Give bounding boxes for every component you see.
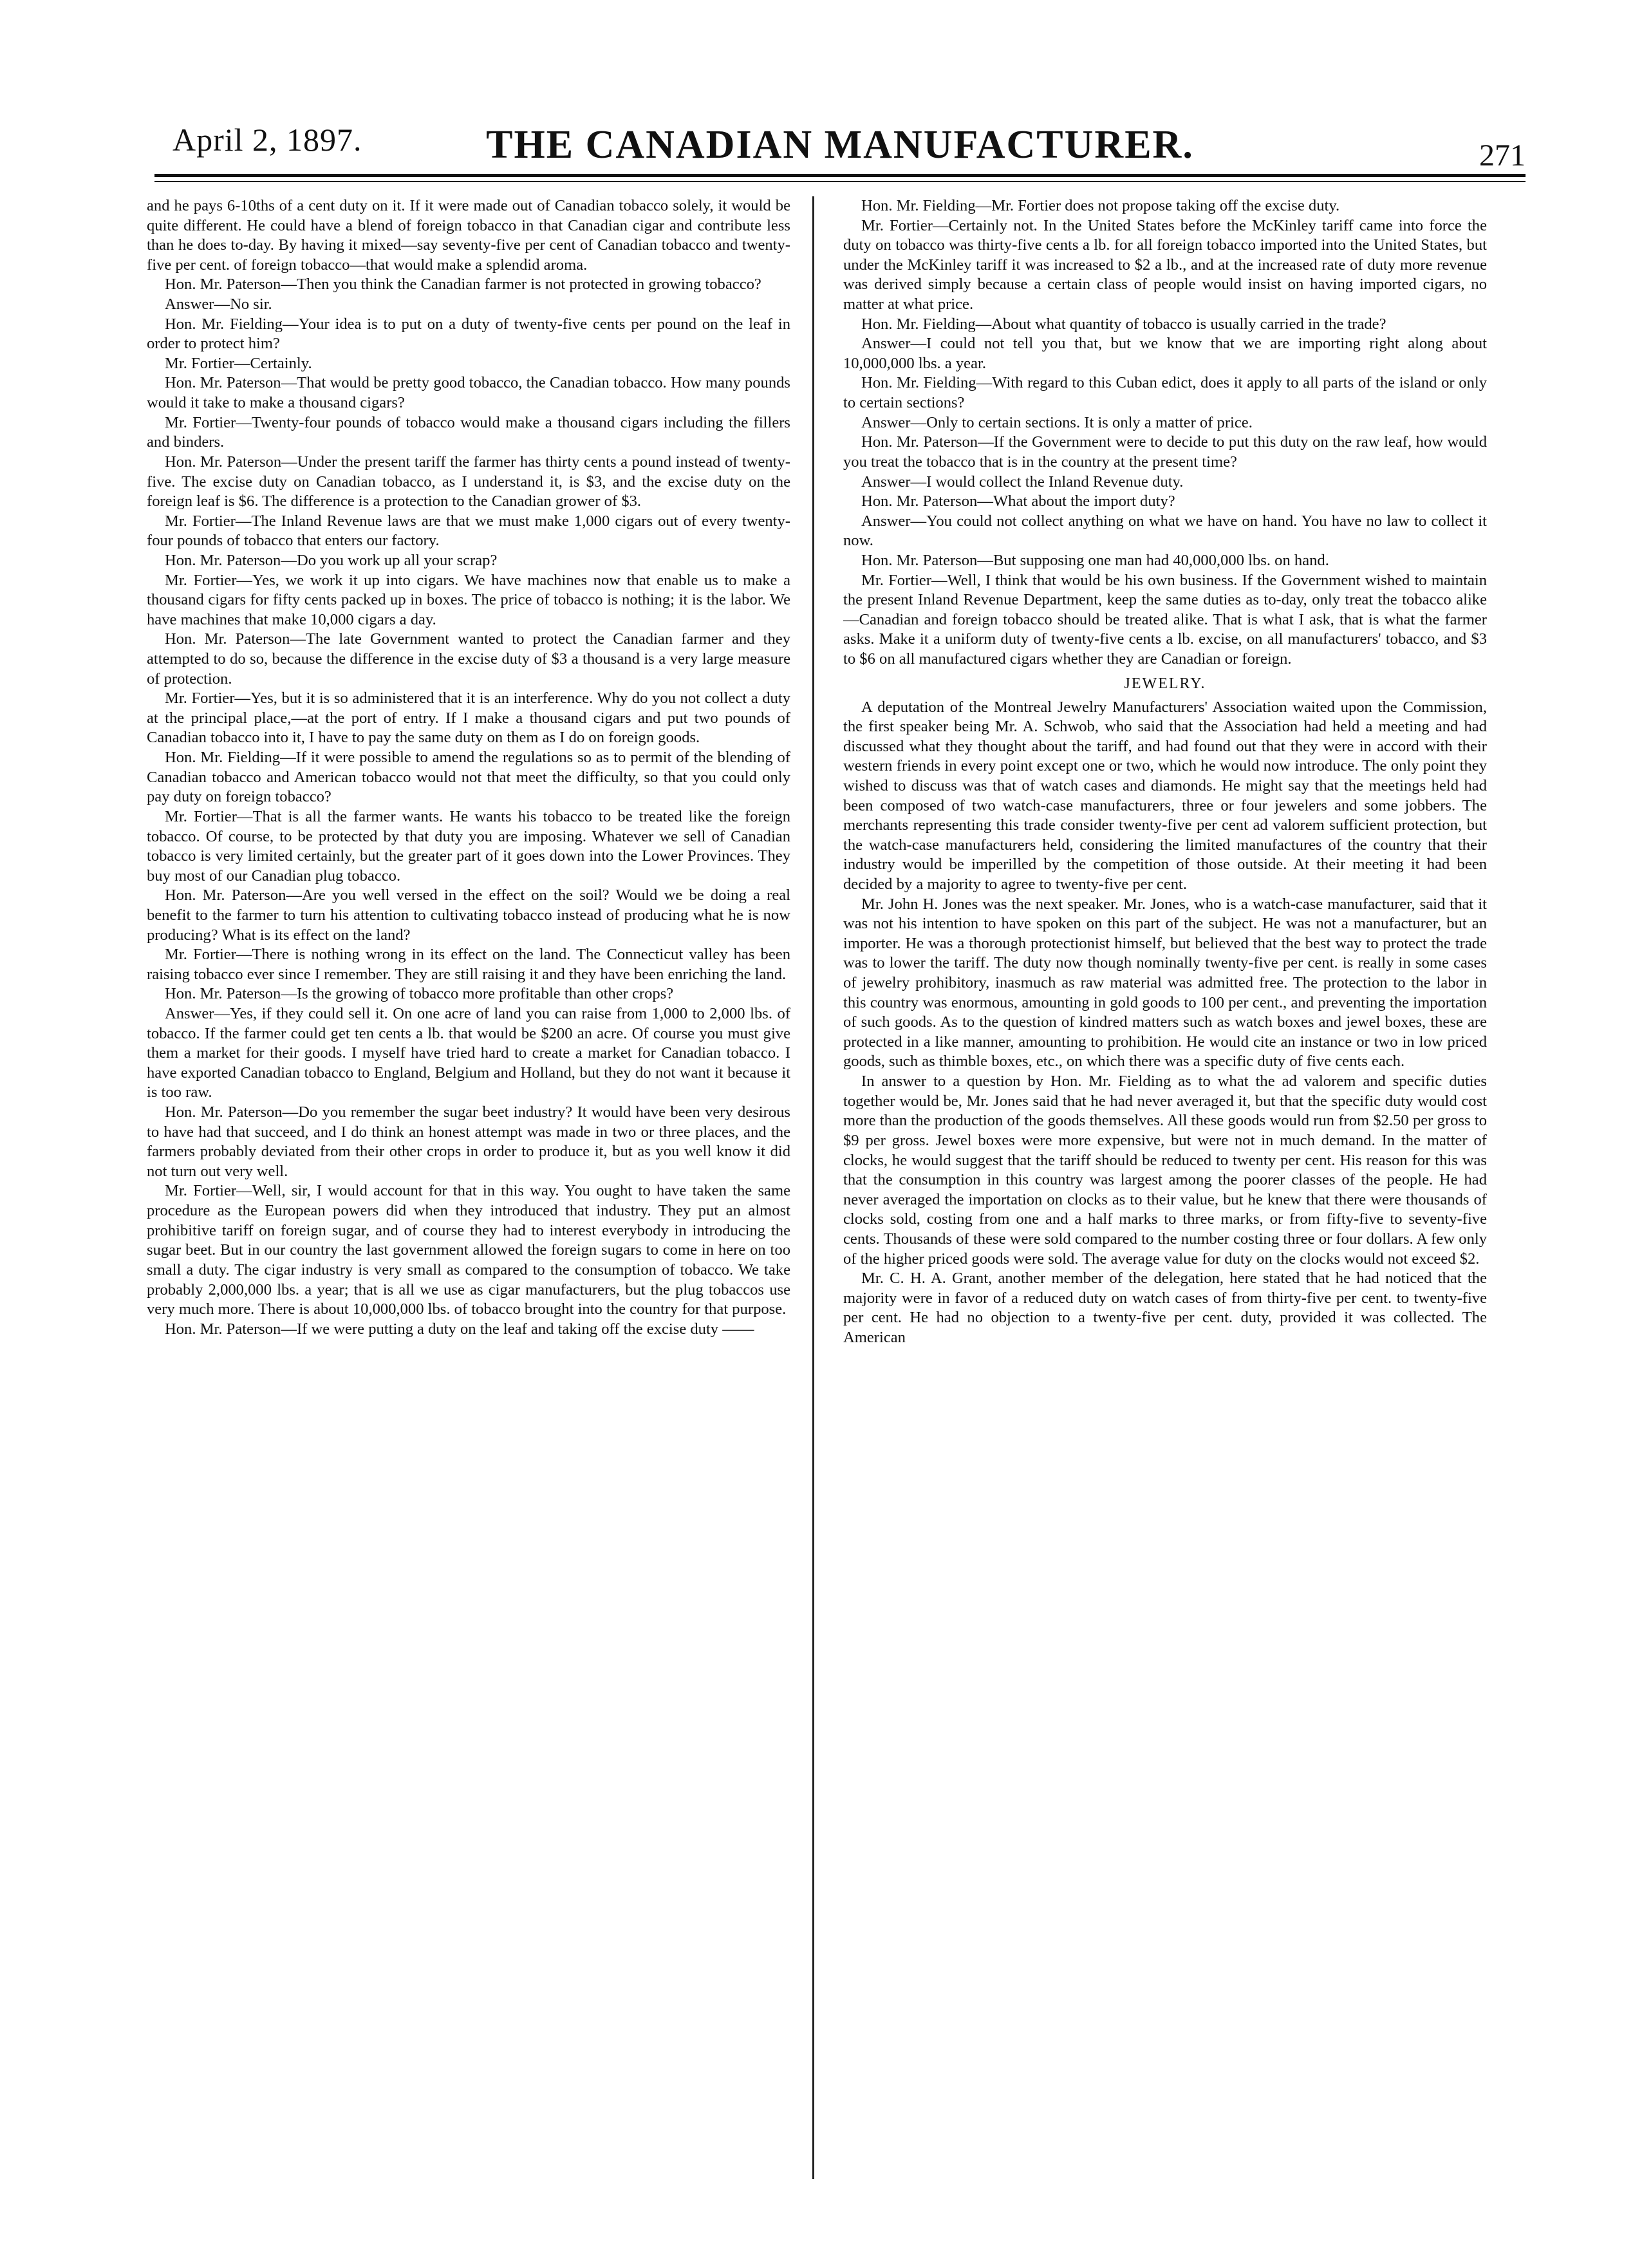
left-column	[147, 196, 790, 2224]
paragraph: Mr. Fortier—The Inland Revenue laws are that we must make 1,000 cigars out of every twenty-four pounds of tobacco that enters our factory.	[147, 512, 790, 550]
paragraph: Hon. Mr. Paterson—The late Government wanted to protect the Canadian farmer and they attempted to do so, because the difference in the excise duty of $3 a thousand is a very large measure of protection.	[147, 630, 790, 688]
paragraph: Hon. Mr. Fielding—If it were possible to amend the regulations so as to permit of the blending of Canadian tobacco and American tobacco would not that meet the difficulty, so that you could only pay duty on foreign tobacco?	[147, 749, 790, 806]
paragraph: Mr. C. H. A. Grant, another member of the delegation, here stated that he had noticed that the majority were in favor of a reduced duty on watch cases of from thirty-five per cent. to twenty-five per cent. He had no objection to a twenty-five per cent. duty, provided it was collected. The American	[843, 1270, 1487, 1346]
paragraph: Mr. Fortier—Well, sir, I would account for that in this way. You ought to have taken the same procedure as the European powers did when they introduced that industry. They put an almost prohibitive tariff on foreign sugar, and of course they had to interest everybody in introducing the sugar beet. But in our country the last government allowed the foreign sugars to come in here on too small a duty. The cigar industry is very small as compared to the consumption of tobacco. We take probably 2,000,000 lbs. a year; that is all we use as cigar manufacturers, but the plug tobaccos use very much more. There is about 10,000,000 lbs. of tobacco brought into the country for that purpose.	[147, 1182, 790, 1318]
right-column	[843, 196, 1487, 2224]
paragraph: Hon. Mr. Paterson—But supposing one man had 40,000,000 lbs. on hand.	[861, 551, 1329, 569]
section-heading-jewelry: JEWELRY.	[1124, 675, 1206, 692]
paragraph: Hon. Mr. Paterson—If the Government were to decide to put this duty on the raw leaf, how would you treat the tobacco that is in the country at the present time?	[843, 433, 1487, 471]
page-header	[154, 109, 1526, 180]
paragraph: Mr. Fortier—Certainly.	[165, 354, 312, 372]
publication-title: THE CANADIAN MANUFACTURER.	[486, 123, 1194, 167]
paragraph: Mr. Fortier—Twenty-four pounds of tobacco would make a thousand cigars including the fillers and binders.	[147, 413, 790, 451]
paragraph: Mr. John H. Jones was the next speaker. Mr. Jones, who is a watch-case manufacturer, said that it was not his intention to have spoken on this part of the subject. He was not a manufacturer, but an importer. He was a thorough protectionist himself, but believed that the best way to protect the trade was to lower the tariff. The duty now though nominally twenty-five per cent. is really in some cases of jewelry prohibitory, inasmuch as raw material was admitted free. The protection to the labor in this country was enormous, amounting in gold goods to 100 per cent., and preventing the importation of such goods. As to the question of kindred matters such as watch boxes and jewel boxes, these are protected in a like manner, amounting to prohibition. He would cite an instance or two in low priced goods, such as thimble boxes, etc., on which there was a specific duty of five cents each.	[843, 895, 1487, 1071]
paragraph: Mr. Fortier—Certainly not. In the United States before the McKinley tariff came into force the duty on tobacco was thirty-five cents a lb. for all foreign tobacco imported into the United States, but under the McKinley tariff it was increased to $2 a lb., and at the increased rate of duty more revenue was derived simply because a certain class of people would insist on having imported cigars, no matter at what price.	[843, 216, 1487, 314]
paragraph: Hon. Mr. Fielding—With regard to this Cuban edict, does it apply to all parts of the island or only to certain sections?	[843, 374, 1487, 412]
paragraph: Hon. Mr. Paterson—Do you work up all your scrap?	[165, 551, 498, 569]
paragraph: Answer—You could not collect anything on what we have on hand. You have no law to collect it now.	[843, 512, 1487, 550]
right-column-jewelry-section	[843, 698, 1487, 1348]
paragraph: A deputation of the Montreal Jewelry Manufacturers' Association waited upon the Commission, the first speaker being Mr. A. Schwob, who said that the Association had held a meeting and had discussed what they thought about the tariff, and had found out that they were in accord with their western friends in every point except one or two, which he would now introduce. The only point they wished to discuss was that of watch cases and diamonds. He might say that the meetings held had been composed of two watch-case manufacturers, three or four jewelers and some jobbers. The merchants representing this trade consider twenty-five per cent ad valorem sufficient protection, but the watch-case manufacturers held, considering the limited manufactures of the country that their industry would be imperilled by the competition of those outside. At their meeting it had been decided by a majority to agree to twenty-five per cent.	[843, 698, 1487, 893]
paragraph: Hon. Mr. Paterson—Then you think the Canadian farmer is not protected in growing tobacco?	[165, 276, 761, 294]
paragraph: Answer—No sir.	[165, 295, 272, 314]
header-rule-thin	[154, 181, 1526, 182]
paragraph: Hon. Mr. Fielding—About what quantity of tobacco is usually carried in the trade?	[861, 315, 1386, 333]
paragraph: Mr. Fortier—There is nothing wrong in its effect on the land. The Connecticut valley has been raising tobacco ever since I remember. They are still raising it and they have been enriching the land.	[147, 946, 790, 983]
paragraph: Mr. Fortier—Yes, but it is so administered that it is an interference. Why do you not collect a duty at the principal place,—at the port of entry. If I make a thousand cigars and put two pounds of Canadian tobacco into it, I have to pay the same duty on them as I do on foreign goods.	[147, 689, 790, 747]
right-column-testimony	[843, 196, 1487, 670]
paragraph: Hon. Mr. Paterson—Do you remember the sugar beet industry? It would have been very desirous to have had that succeed, and I do think an honest attempt was made in two or three places, and the farmers probably deviated from their other crops in order to produce it, but as you well know it did not turn out very well.	[147, 1103, 790, 1180]
paragraph: Hon. Mr. Fielding—Your idea is to put on a duty of twenty-five cents per pound on the leaf in order to protect him?	[147, 315, 790, 353]
paragraph: Mr. Fortier—Well, I think that would be his own business. If the Government wished to maintain the present Inland Revenue Department, keep the same duties as to-day, only treat the tobacco alike—Canadian and foreign tobacco should be treated alike. That is what I ask, that is what the farmer asks. Make it a uniform duty of twenty-five cents a lb. excise, on all manufacturers' tobacco, and $3 to $6 on all manufactured cigars whether they are Canadian or foreign.	[843, 571, 1487, 668]
paragraph: Answer—Yes, if they could sell it. On one acre of land you can raise from 1,000 to 2,000 lbs. of tobacco. If the farmer could get ten cents a lb. that would be $200 an acre. Of course you must give them a market for their goods. I myself have tried hard to create a market for Canadian tobacco. I have exported Canadian tobacco to England, Belgium and Holland, but they do not want it because it is too raw.	[147, 1004, 790, 1101]
paragraph: Answer—I could not tell you that, but we know that we are importing right along about 10,000,000 lbs. a year.	[843, 335, 1487, 372]
paragraph: Mr. Fortier—Yes, we work it up into cigars. We have machines now that enable us to make a thousand cigars for fifty cents packed up in boxes. The price of tobacco is nothing; it is the labor. We have machines that make 10,000 cigars a day.	[147, 571, 790, 628]
paragraph: Hon. Mr. Fielding—Mr. Fortier does not propose taking off the excise duty.	[861, 197, 1340, 214]
paragraph: Hon. Mr. Paterson—Are you well versed in the effect on the soil? Would we be doing a real benefit to the farmer to turn his attention to cultivating tobacco instead of producing what he is now producing? What is its effect on the land?	[147, 886, 790, 944]
paragraph: Answer—Only to certain sections. It is only a matter of price.	[861, 413, 1253, 431]
page-number: 271	[1479, 138, 1526, 173]
issue-date: April 2, 1897.	[173, 122, 362, 158]
paragraph: Hon. Mr. Paterson—That would be pretty good tobacco, the Canadian tobacco. How many pounds would it take to make a thousand cigars?	[147, 374, 790, 412]
header-rule-thick	[154, 174, 1526, 177]
paragraph: Hon. Mr. Paterson—If we were putting a duty on the leaf and taking off the excise duty ——	[165, 1320, 754, 1338]
paragraph: Hon. Mr. Paterson—Under the present tariff the farmer has thirty cents a pound instead of twenty-five. The excise duty on Canadian tobacco, as I understand it, is $3, and the excise duty on the foreign leaf is $6. The difference is a protection to the Canadian grower of $3.	[147, 453, 790, 511]
paragraph: Hon. Mr. Paterson—What about the import duty?	[861, 492, 1175, 511]
column-divider	[812, 196, 814, 2179]
paragraph: Answer—I would collect the Inland Revenue duty.	[861, 473, 1184, 491]
paragraph: In answer to a question by Hon. Mr. Fielding as to what the ad valorem and specific duties together would be, Mr. Jones said that he had never averaged it, but that the specific duty would cost more than the production of the goods themselves. All these goods would run from $2.50 per gross to $9 per gross. Jewel boxes were more expensive, but were not in much demand. In the matter of clocks, he would suggest that the tariff should be reduced to twenty per cent. His reason for this was that the consumption in this country was largest among the poorer classes of the people. He had never averaged the importation on clocks as to their value, but he knew that there were thousands of clocks sold, costing from one and a half marks to three marks, or from fifty-five to seventy-five cents. Thousands of these were sold compared to the number costing three or four dollars. A few only of the higher priced goods were sold. The average value for duty on the clocks would not exceed $2.	[843, 1073, 1487, 1268]
paragraph: Hon. Mr. Paterson—Is the growing of tobacco more profitable than other crops?	[165, 985, 674, 1003]
paragraph: and he pays 6-10ths of a cent duty on it. If it were made out of Canadian tobacco solely, it would be quite different. He could have a blend of foreign tobacco in that Canadian cigar and contribute less than he does to-day. By having it mixed—say seventy-five per cent of Canadian tobacco and twenty-five per cent. of foreign tobacco—that would make a splendid aroma.	[147, 197, 790, 274]
paragraph: Mr. Fortier—That is all the farmer wants. He wants his tobacco to be treated like the foreign tobacco. Of course, to be protected by that duty you are imposing. Whatever we sell of Canadian tobacco is very limited certainly, but the greater part of it goes down into the Lower Provinces. They buy most of our Canadian plug tobacco.	[147, 807, 790, 885]
